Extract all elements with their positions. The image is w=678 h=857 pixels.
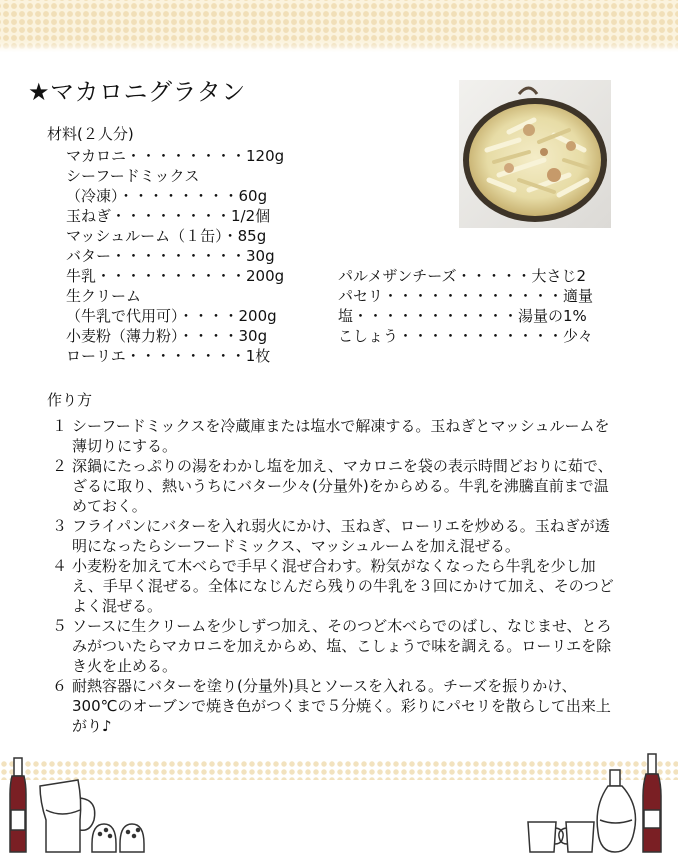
cup-icon <box>559 822 594 852</box>
ingredient-item: 小麦粉（薄力粉）・・・・30g <box>66 327 268 345</box>
kitchenware-illustration <box>0 740 678 857</box>
ingredient-item: ローリエ・・・・・・・・1枚 <box>66 347 271 365</box>
cup-icon <box>528 822 563 852</box>
method-heading: 作り方 <box>47 391 93 409</box>
decorative-dot-border <box>0 0 678 52</box>
pitcher-icon <box>40 780 95 852</box>
ingredient-item: こしょう・・・・・・・・・・・少々 <box>338 327 594 345</box>
ingredient-item: （牛乳で代用可）・・・・200g <box>66 307 277 325</box>
ingredient-item: シーフードミックス <box>66 167 200 185</box>
ingredient-item: 玉ねぎ・・・・・・・・1/2個 <box>66 207 271 225</box>
ingredient-item: バター・・・・・・・・・30g <box>66 247 275 265</box>
ingredient-item: 塩・・・・・・・・・・・湯量の1% <box>338 307 587 325</box>
step-text: ソースに生クリームを少しずつ加え、そのつど木べらでのばし、なじませ、とろみがついたらマカロニを加えからめ、塩、こしょうで味を調える。ローリエを除き火を止める。 <box>72 617 612 675</box>
page-title: ★マカロニグラタン <box>28 78 246 106</box>
ingredient-item: マッシュルーム（１缶）・85g <box>66 227 267 245</box>
step-text: シーフードミックスを冷蔵庫または塩水で解凍する。玉ねぎとマッシュルームを薄切りにする。 <box>72 417 610 455</box>
wine-bottle-icon <box>10 758 26 852</box>
gratin-photo <box>459 80 611 228</box>
step-text: フライパンにバターを入れ弱火にかけ、玉ねぎ、ローリエを炒める。玉ねぎが透明になったらシーフードミックス、マッシュルームを加え混ぜる。 <box>72 517 610 555</box>
step-text: 小麦粉を加えて木べらで手早く混ぜ合わす。粉気がなくなったら牛乳を少し加え、手早く混ぜる。全体になじんだら残りの牛乳を３回にかけて加え、そのつどよく混ぜる。 <box>72 557 614 615</box>
step-number: ６ <box>52 677 68 695</box>
ingredient-item: マカロニ・・・・・・・・120g <box>66 147 285 165</box>
step-number: １ <box>52 417 68 435</box>
ingredient-item: 牛乳・・・・・・・・・・200g <box>66 267 285 285</box>
ingredients-heading: 材料(２人分) <box>47 125 134 143</box>
ingredient-item: パセリ・・・・・・・・・・・・適量 <box>338 287 594 305</box>
ingredient-item: パルメザンチーズ・・・・・大さじ2 <box>338 267 587 285</box>
step-number: ２ <box>52 457 68 475</box>
salt-shaker-icon <box>92 824 116 852</box>
step-text: 耐熱容器にバターを塗り(分量外)具とソースを入れる。チーズを振りかけ、300℃のオーブンで焼き色がつくまで５分焼く。彩りにパセリを散らして出来上がり♪ <box>72 677 611 735</box>
carafe-icon <box>597 770 635 852</box>
pepper-shaker-icon <box>120 824 144 852</box>
wine-bottle-icon <box>643 754 661 852</box>
step-number: ５ <box>52 617 68 635</box>
step-number: ３ <box>52 517 68 535</box>
ingredient-item: 生クリーム <box>66 287 142 305</box>
step-text: 深鍋にたっぷりの湯をわかし塩を加え、マカロニを袋の表示時間どおりに茹で、ざるに取り、熱いうちにバター少々(分量外)をからめる。牛乳を沸騰直前まで温めておく。 <box>72 457 613 515</box>
ingredient-item: （冷凍）・・・・・・・・60g <box>66 187 268 205</box>
step-number: ４ <box>52 557 68 575</box>
